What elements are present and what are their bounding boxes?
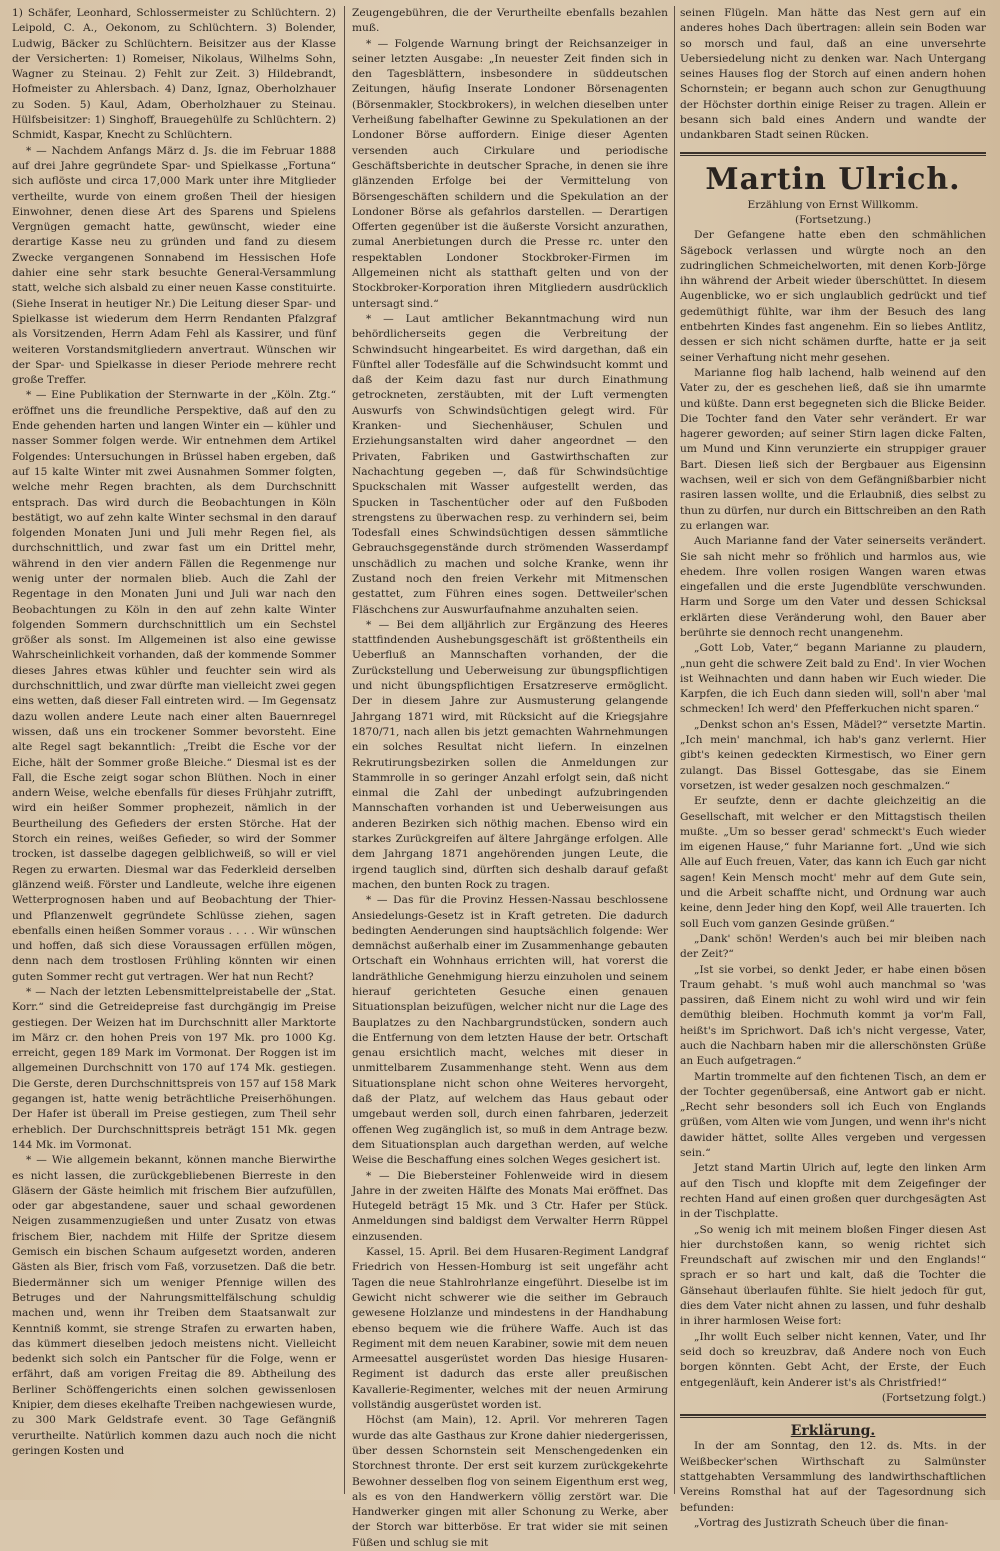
notice-title: Erklärung.: [790, 1423, 876, 1440]
story-paragraph: Der Gefangene hatte eben den schmählichen Sägebock verlassen und würgte noch an den zudringlichen Schmeichelworten, mit denen Korb-Jörge ihn während der Arbeit wieder überschüttet. In diesem Augenblicke, wo er sich unglaublich gedrückt und tief gedemüthigt fühlte, war ihm der Besuch des lang entbehrten Kindes fast angenehm. Ein so liebes Antlitz, dessen er sich nicht schämen durfte, hatte er ja seit seiner Verhaftung nicht mehr gesehen.: [680, 229, 986, 364]
section-divider: [680, 152, 986, 156]
paragraph-hoechst-news: Höchst (am Main), 12. April. Vor mehreren Tagen wurde das alte Gasthaus zur Krone dahier niedergerissen, über dessen Schornstein seit Menschengedenken ein Storchnest thronte. Der erst seit kurzem zurückgekehrte Bewohner desselben flog von seinem Eigenthum erst weg, als es von den Handwerkern völlig zerstört war. Die Handwerker gingen mit aller Schonung zu Werke, aber der Storch war bitterböse. Er trat wider sie mit seinen Füßen und schlug sie mit: [352, 1414, 668, 1549]
story-end-note: (Fortsetzung folgt.): [881, 1391, 986, 1404]
column-middle: [352, 6, 668, 1549]
story-title: Martin Ulrich.: [705, 161, 961, 197]
column-left: [12, 6, 336, 1494]
paragraph-foal-pasture: * — Die Biebersteiner Fohlenweide wird in diesem Jahre in der zweiten Hälfte des Monats Mai eröffnet. Das Hutegeld beträgt 15 Mk. und 3 Ctr. Hafer per Stück. Anmeldungen sind baldigst dem Verwalter Herrn Rüppel einzusenden.: [352, 1169, 668, 1243]
paragraph-settlement-law: * — Das für die Provinz Hessen-Nassau beschlossene Ansiedelungs-Gesetz ist in Kraft getreten. Die dadurch bedingten Aenderungen sind hauptsächlich folgende: Wer demnächst außerhalb einer im Zusammenhange gebauten Ortschaft ein Wohnhaus errichten will, hat vorerst die landräthliche Genehmigung hierzu einzuholen und seinem hierauf gerichteten Gesuche einen genauen Situationsplan beizufügen, welcher nicht nur die Lage des Bauplatzes zu den Nachbargrundstücken, sondern auch die Entfernung von dem letzten Hause der betr. Ortschaft genau ersichtlich macht, welches mit dieser in unmittelbarem Zusammenhange steht. Wenn aus dem Situationsplane nicht schon ohne Weiteres hervorgeht, daß der Platz, auf welchem das Haus gebaut oder umgebaut werden soll, durch einen fahrbaren, jederzeit offenen Weg zugänglich ist, so muß in dem Antrage bezw. dem Situationsplan auch dargethan werden, auf welche Weise die Beschaffung eines solchen Weges gesichert ist.: [352, 894, 668, 1167]
story-paragraph: Er seufzte, denn er dachte gleichzeitig an die Gesellschaft, mit welcher er den Mittagstisch theilen mußte. „Um so besser gerad' schmeckt's Euch wieder im eigenen Hause,“ fuhr Marianne fort. „Und wie sich Alle auf Euch freuen, Vater, das kann ich Euch gar nicht sagen! Kein Mensch mocht' mehr auf dem Gute sein, und die Arbeit schaffte nicht, und Ordnung war auch keine, denn Jeder hing den Kopf, weil Alle trauerten. Ich soll Euch vom ganzen Gesinde grüßen.“: [680, 795, 986, 930]
story-paragraph: Martin trommelte auf den fichtenen Tisch, an dem er der Tochter gegenübersaß, eine Antwort gab er nicht. „Recht sehr besonders soll ich Euch von Englands grüßen, vom Alten wie vom Jungen, und wenn ihr's nicht dawider hättet, sollte Alles vergeben und vergessen sein.“: [680, 1070, 986, 1160]
story-paragraph: „Gott Lob, Vater,“ begann Marianne zu plaudern, „nun geht die schwere Zeit bald zu End'. In vier Wochen ist Weihnachten und dann haben wir Euch wieder. Die Karpfen, die ich Euch dann sieden will, soll'n aber 'mal schmecken! Ich werd' den Pfefferkuchen nicht sparen.“: [680, 642, 986, 716]
paragraph-stock-warning: * — Folgende Warnung bringt der Reichsanzeiger in seiner letzten Ausgabe: „In neuester Zeit finden sich in den Tagesblättern, insbesondere in süddeutschen Zeitungen, häufig Inserate Londoner Börsenagenten (Börsenmakler, Stockbrokers), in welchen dieselben unter Verheißung fabelhafter Gewinne zu Spekulationen an der Londoner Börse auffordern. Einige dieser Agenten versenden auch Cirkulare und periodische Geschäftsberichte in deutscher Sprache, in denen sie ihre glänzenden Erfolge bei der Vermittelung von Börsengeschäften schildern und die Spekulation an der Londoner Börse als gefahrlos darstellen. — Derartigen Offerten gegenüber ist die äußerste Vorsicht anzurathen, zumal Anerbietungen durch die Presse rc. unter den respektablen Londoner Stockbroker-Firmen im Allgemeinen nicht als statthaft gelten und von der Stockbroker-Korporation ihren Mitgliedern ausdrücklich untersagt sind.“: [352, 37, 668, 310]
story-paragraph: Marianne flog halb lachend, halb weinend auf den Vater zu, der es geschehen ließ, daß sie ihn umarmte und küßte. Dann erst begegneten sich die Blicke Beider. Die Tochter fand den Vater sehr verändert. Er war hagerer geworden; auf seiner Stirn lagen dicke Falten, um Mund und Kinn verunzierte ein struppiger grauer Bart. Diesen ließ sich der Bergbauer aus Eigensinn wachsen, weil er sich von dem Gefängnißbarbier nicht rasiren lassen wollte, und die Erlaubniß, dies selbst zu thun zu dürfen, nur durch ein Bittschreiben an den Rath zu erlangen war.: [680, 366, 986, 532]
story-continued-label: (Fortsetzung.): [794, 213, 872, 226]
paragraph-grain-prices: * — Nach der letzten Lebensmittelpreistabelle der „Stat. Korr.“ sind die Getreidepreise fast durchgängig im Preise gestiegen. Der Weizen hat im Durchschnitt aller Marktorte im März cr. den hohen Preis von 197 Mk. pro 1000 Kg. erreicht, gegen 189 Mark im Vormonat. Der Roggen ist im allgemeinen Durchschnitt von 170 auf 174 Mk. gestiegen. Die Gerste, deren Durchschnittspreis von 157 auf 158 Mark gegangen ist, hatte wenig beträchtliche Preiserhöhungen. Der Hafer ist überall im Preise gestiegen, zum Theil sehr erheblich. Der Durchschnittspreis beträgt 151 Mk. gegen 144 Mk. im Vormonat.: [12, 986, 336, 1151]
story-subtitle: Erzählung von Ernst Willkomm.: [747, 198, 919, 211]
paragraph-beer-fraud: * — Wie allgemein bekannt, können manche Bierwirthe es nicht lassen, die zurückgebliebenen Bierreste in den Gläsern der Gäste heimlich mit frischem Bier aufzufüllen, oder gar abgestandene, sauer und schaal gewordenen Neigen zusammenzugießen und unter Zusatz von etwas frischem Bier, nachdem mit Hilfe der Spritze diesem Gemisch ein bischen Schaum aufgesetzt worden, anderen Gästen als Bier, frisch vom Faß, vorzusetzen. Daß die betr. Biedermänner sich um weniger Pfennige willen des Betruges und der Nahrungsmittelfälschung schuldig machen und, wenn ihr Treiben dem Staatsanwalt zur Kenntniß kommt, sie strenge Strafen zu erwarten haben, das kümmert dieselben jedoch meistens nicht. Vielleicht bedenkt sich solch ein Pantscher für die Folge, wenn er erfährt, daß am vorigen Freitag die 89. Abtheilung des Berliner Schöffengerichts einen solchen gewissenlosen Knipier, dem dieses ekelhafte Treiben nachgewiesen wurde, zu 300 Mark Geldstrafe event. 30 Tage Gefängniß verurtheilte. Natürlich kommen dazu auch noch die nicht geringen Kosten und: [12, 1154, 336, 1457]
paragraph-continuation: Zeugengebühren, die der Verurtheilte ebenfalls bezahlen muß.: [352, 7, 668, 35]
column-divider: [344, 6, 345, 1494]
paragraph-kassel-news: Kassel, 15. April. Bei dem Husaren-Regiment Landgraf Friedrich von Hessen-Homburg ist seit ungefähr acht Tagen die neue Stahlrohrlanze eingeführt. Dieselbe ist im Gewicht nicht schwerer wie die seither im Gebrauch gewesene Holzlanze und mindestens in der Handhabung ebenso bequem wie die frühere Waffe. Auch ist das Regiment mit dem neuen Karabiner, sowie mit dem neuen Armeesattel ausgerüstet worden Das hiesige Husaren-Regiment ist dadurch das erste aller preußischen Kavallerie-Regimenter, welches mit der neuen Armirung vollständig ausgerüstet worden ist.: [352, 1246, 668, 1412]
story-paragraph: Jetzt stand Martin Ulrich auf, legte den linken Arm auf den Tisch und klopfte mit dem Zeigefinger der rechten Hand auf einen großen quer durchgesägten Ast in der Tischplatte.: [680, 1162, 986, 1221]
story-paragraph: „Ist sie vorbei, so denkt Jeder, er habe einen bösen Traum gehabt. 's muß wohl auch manchmal so 'was passiren, daß Einem nicht zu wohl wird und wir fein demüthig bleiben. Hochmuth kommt ja vor'm Fall, heißt's im Sprichwort. Daß ich's nicht vergesse, Vater, auch die Nachbarn haben mir die allerschönsten Grüße an Euch aufgetragen.“: [680, 963, 986, 1068]
story-paragraph: „So wenig ich mit meinem bloßen Finger diesen Ast hier durchstoßen kann, so wenig richtet sich Freundschaft auf zwischen mir und den Englands!“ sprach er so hart und kalt, daß die Tochter die Gänsehaut überlaufen fühlte. Sie hielt jedoch für gut, dies dem Vater nicht ahnen zu lassen, und fuhr deshalb in ihrer harmlosen Weise fort:: [680, 1223, 986, 1328]
story-paragraph: „Denkst schon an's Essen, Mädel?“ versetzte Martin. „Ich mein' manchmal, ich hab's ganz verlernt. Hier gibt's keinen gedeckten Kirmestisch, wo Einer gern zulangt. Das Bissel Gottesgabe, das sie Einem vorsetzen, ist weder gesalzen noch geschmalzen.“: [680, 718, 986, 792]
paragraph-weather-forecast: * — Eine Publikation der Sternwarte in der „Köln. Ztg.“ eröffnet uns die freundliche Perspektive, daß auf den zu Ende gehenden harten und langen Winter ein — kühler und nasser Sommer folgen werde. Wir entnehmen dem Artikel Folgendes: Untersuchungen in Brüssel haben ergeben, daß auf 15 kalte Winter mit zwei Ausnahmen Sommer folgten, welche mehr Regen brachten, als dem Durchschnitt entsprach. Das wird durch die Beobachtungen in Köln bestätigt, wo auf zehn kalte Winter sechsmal in den darauf folgenden Monaten Juni und Juli mehr Regen fiel, als durchschnittlich, und zwar fast um ein Drittel mehr, während in den vier andern Fällen die Regenmenge nur wenig unter der normalen blieb. Auch die Zahl der Regentage in den Monaten Juni und Juli war nach den Beobachtungen zu Köln in den auf zehn kalte Winter folgenden Sommern durchschnittlich um ein Sechstel größer als sonst. Im Allgemeinen ist also eine gewisse Wahrscheinlichkeit vorhanden, daß der kommende Sommer dieses Jahres etwas kühler und feuchter sein wird als durchschnittlich, und zwar dürfte man vielleicht zwei gegen eins wetten, daß dieser Fall eintreten wird. — Im Gegensatz dazu wollen andere Leute nach einer alten Bauernregel wissen, daß uns ein trockener Sommer bevorsteht. Eine alte Regel sagt bekanntlich: „Treibt die Esche vor der Eiche, hält der Sommer große Bleiche.“ Diesmal ist es der Fall, die Esche zeigt sogar schon Blüthen. Noch in einer andern Weise, welche ebenfalls für dieses Frühjahr zutrifft, wird ein heißer Sommer prophezeit, nämlich in der Beurtheilung des Gefieders der ersten Störche. Hat der Storch ein reines, weißes Gefieder, so wird der Sommer trocken, ist dasselbe dagegen gelblichweiß, so will er viel Regen zu erwarten. Diesmal war das Federkleid derselben glänzend weiß. Förster und Landleute, welche ihre eigenen Wetterprognosen haben und auf Beobachtung der Thier- und Pflanzenwelt gegründete Schlüsse ziehen, sagen ebenfalls einen heißen Sommer voraus . . . . Wir wünschen und hoffen, daß sich diese Voraussagen erfüllen mögen, denn nach dem trostlosen Frühling könnten wir einen guten Sommer recht gut vertragen. Wer hat nun Recht?: [12, 389, 336, 983]
paragraph-court-members: 1) Schäfer, Leonhard, Schlossermeister zu Schlüchtern. 2) Leipold, C. A., Oekonom, zu Schlüchtern. 3) Bolender, Ludwig, Bäcker zu Schlüchtern. Beisitzer aus der Klasse der Versicherten: 1) Romeiser, Nikolaus, Wilhelms Sohn, Wagner zu Steinau. 2) Fehlt zur Zeit. 3) Hildebrandt, Hofmeister zu Ahlersbach. 4) Danz, Ignaz, Oberholzhauer zu Soden. 5) Kaul, Adam, Oberholzhauer zu Steinau. Hülfsbeisitzer: 1) Singhoff, Brauegehülfe zu Schlüchtern. 2) Schmidt, Kaspar, Knecht zu Schlüchtern.: [12, 7, 336, 142]
story-paragraph: „Dank' schön! Werden's auch bei mir bleiben nach der Zeit?“: [680, 932, 986, 961]
story-paragraph: Auch Marianne fand der Vater seinerseits verändert. Sie sah nicht mehr so fröhlich und harmlos aus, wie ehedem. Ihre vollen rosigen Wangen waren etwas eingefallen und die erste Jugendblüte verschwunden. Harm und Sorge um den Vater und dessen Schicksal erklärten diese Veränderung wohl, den Bauer aber berührte sie dennoch recht unangenehm.: [680, 535, 986, 639]
story-paragraph: „Ihr wollt Euch selber nicht kennen, Vater, und Ihr seid doch so kreuzbrav, daß Andere noch von Euch borgen könnten. Gebt Acht, der Erste, der Euch entgegenläuft, kein Anderer ist's als Christfried!“: [680, 1330, 986, 1389]
paragraph-stork-continuation: seinen Flügeln. Man hätte das Nest gern auf ein anderes hohes Dach übertragen: allein sein Boden war so morsch und faul, daß an eine unversehrte Uebersiedelung nicht zu denken war. Nach Untergang seines Hauses flog der Storch auf einen andern hohen Schornstein; er begann auch schon zur Genugthuung der Höchster dorthin einige Reiser zu tragen. Allein er besann sich bald eines Andern und wandte der undankbaren Stadt seinen Rücken.: [680, 7, 986, 142]
paragraph-tuberculosis: * — Laut amtlicher Bekanntmachung wird nun behördlicherseits gegen die Verbreitung der Schwindsucht hingearbeitet. Es wird dargethan, daß ein Fünftel aller Todesfälle auf die Schwindsucht kommt und daß der Keim dazu fast nur durch Einathmung getrockneten, zerstäubten, mit der Luft vermengten Auswurfs von Schwindsüchtigen gelegt wird. Für Kranken- und Siechenhäuser, Schulen und Erziehungsanstalten wird daher angeordnet — den Privaten, Fabriken und Gastwirthschaften zur Nachachtung gegeben —, daß für Schwindsüchtige Spuckschalen mit Wasser aufgestellt werden, das Spucken in Taschentücher oder auf den Fußboden strengstens zu überwachen resp. zu verhindern sei, beim Todesfall eines Schwindsüchtigen dessen sämmtliche Gebrauchsgegenstände durch strömenden Wasserdampf unschädlich zu machen und solche Kranke, wenn ihr Zustand noch den freien Verkehr mit Mitmenschen gestattet, zum Führen eines sogen. Dettweiler'schen Fläschchens zur Auswurfaufnahme anzuhalten seien.: [352, 312, 668, 616]
paragraph-conscription: * — Bei dem alljährlich zur Ergänzung des Heeres stattfindenden Aushebungsgeschäft ist größtentheils ein Ueberfluß an Mannschaften vorhanden, der die Zurückstellung und Ueberweisung zur übungspflichtigen und nicht übungspflichtigen Ersatzreserve ermöglicht. Der in diesem Jahre zur Ausmusterung gelangende Jahrgang 1871 wird, mit Rücksicht auf die Kriegsjahre 1870/71, nach allen bis jetzt gemachten Wahrnehmungen ein solches Resultat nicht liefern. In einzelnen Rekrutirungsbezirken sollen die Anmeldungen zur Stammrolle in so geringer Anzahl erfolgt sein, daß nicht einmal die Zahl der unbedingt aufzubringenden Mannschaften vorhanden ist und Ueberweisungen aus anderen Bezirken sich nöthig machen. Ebenso wird ein starkes Zurückgreifen auf ältere Jahrgänge erfolgen. Alle dem Jahrgang 1871 angehörenden jungen Leute, die irgend tauglich sind, dürften sich deshalb darauf gefaßt machen, den bunten Rock zu tragen.: [352, 618, 668, 891]
paragraph-savings-club: * — Nachdem Anfangs März d. Js. die im Februar 1888 auf drei Jahre gegründete Spar- und Spielkasse „Fortuna“ sich auflöste und circa 17,000 Mark unter ihre Mitglieder vertheilte, wurde von einem großen Theil der hiesigen Einwohner, denen diese Art des Sparens und Spielens Vergnügen gemacht hatte, gewünscht, wieder eine derartige Kasse neu zu gründen und fand zu diesem Zwecke vergangenen Sonnabend im Hessischen Hofe dahier eine sehr stark besuchte General-Versammlung statt, welche sich alsbald zu einer neuen Kasse constituirte. (Siehe Inserat in heutiger Nr.) Die Leitung dieser Spar- und Spielkasse ist wiederum dem Herrn Rendanten Pfalzgraf als Vorsitzenden, Herrn Adam Fehl als Kassirer, und fünf weiteren Vorstandsmitgliedern anvertraut. Wünschen wir der Spar- und Spielkasse in dieser Periode mehrere recht große Treffer.: [12, 144, 336, 387]
notice-paragraph: „Vortrag des Justizrath Scheuch über die finan-: [694, 1516, 949, 1529]
column-right: [680, 6, 986, 1529]
notice-paragraph: In der am Sonntag, den 12. ds. Mts. in der Weißbecker'schen Wirthschaft zu Salmünster stattgehabten Versammlung des landwirthschaftlichen Vereins Romsthal hat auf der Tagesordnung sich befunden:: [680, 1440, 986, 1514]
section-divider: [680, 1414, 986, 1418]
column-divider: [674, 6, 675, 1494]
